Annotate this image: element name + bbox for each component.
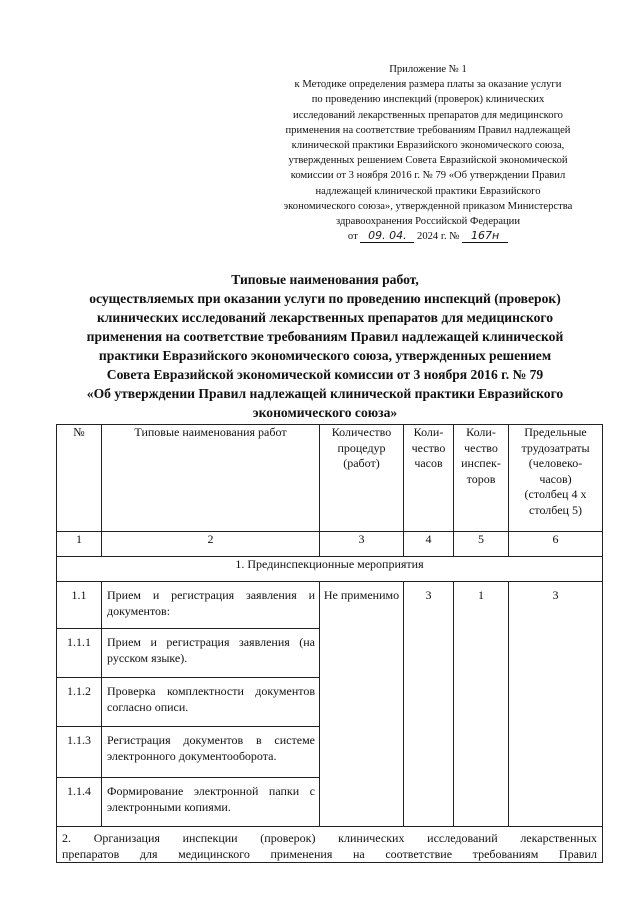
title-line: осуществляемых при оказании услуги по проведению инспекций (проверок) <box>89 291 561 306</box>
title-line: применения на соответствие требованиям Правил надлежащей клинической <box>86 329 564 344</box>
date-prefix: от <box>347 231 358 243</box>
header-line: Количество <box>331 425 392 439</box>
section-title: 1. Прединспекционные мероприятия <box>57 557 603 582</box>
row-name: Прием и регистрация заявления (на русском языке). <box>102 629 320 678</box>
header-line: Коли- <box>466 425 496 439</box>
inspectors-value: 1 <box>454 582 509 827</box>
header-line: процедур <box>337 440 386 455</box>
appendix-line: экономического союза», утвержденной приказом Министерства <box>283 200 573 212</box>
header-name: Типовые наименования работ <box>102 425 320 532</box>
header-line: чество <box>411 440 446 455</box>
works-table <box>56 424 603 863</box>
table-row <box>57 582 603 629</box>
appendix-line: клинической практики Евразийского экономического союза, <box>291 140 565 152</box>
row-name: Формирование электронной папки с электронными копиями. <box>102 778 320 827</box>
header-line: столбец 5) <box>529 502 582 517</box>
header-line: (столбец 4 х <box>524 487 587 501</box>
appendix-line: надлежащей клинической практики Евразийского <box>315 185 541 197</box>
appendix-line: применения на соответствие требованиям Правил надлежащей <box>285 124 571 136</box>
header-line: часов) <box>539 471 572 486</box>
header-line: чество <box>464 440 498 455</box>
procedures-value: Не применимо <box>320 582 404 827</box>
appendix-title: Приложение № 1 <box>389 64 467 75</box>
header-line: (человеко- <box>528 456 583 470</box>
section-line: препаратов для медицинского применения на соответствие требованиям Правил <box>62 846 597 861</box>
row-number: 1.1.4 <box>57 778 102 827</box>
header-line: часов <box>414 456 443 470</box>
row-number: 1.1.1 <box>57 629 102 678</box>
header-line: трудозатраты <box>521 440 590 455</box>
appendix-line: к Методике определения размера платы за оказание услуги <box>294 79 562 91</box>
column-number: 5 <box>454 532 509 557</box>
header-procedures <box>320 425 404 532</box>
column-number: 3 <box>320 532 404 557</box>
handwritten-order-number: 167н <box>462 230 508 243</box>
row-number: 1.1.3 <box>57 727 102 778</box>
header-line: Коли- <box>413 425 444 439</box>
header-inspectors <box>454 425 509 532</box>
title-line: клинических исследований лекарственных препаратов для медицинского <box>96 310 554 325</box>
order-date-line <box>252 229 604 244</box>
column-number: 2 <box>102 532 320 557</box>
header-line: инспек- <box>461 456 501 470</box>
title-line: «Об утверждении Правил надлежащей клинической практики Евразийского <box>86 386 564 401</box>
title-line: экономического союза» <box>252 405 398 420</box>
hours-value: 3 <box>404 582 454 827</box>
row-number: 1.1.2 <box>57 678 102 727</box>
header-line: Предельные <box>524 425 587 439</box>
year-text: 2024 г. № <box>417 231 460 243</box>
title-line: Совета Евразийской экономической комиссии от 3 ноября 2016 г. № 79 <box>106 367 544 382</box>
handwritten-date: 09. 04. <box>360 230 414 243</box>
row-name: Регистрация документов в системе электронного документооборота. <box>102 727 320 778</box>
column-number: 4 <box>404 532 454 557</box>
appendix-line: утвержденных решением Совета Евразийской экономической <box>288 155 568 167</box>
table-header-row <box>57 425 603 532</box>
column-number: 1 <box>57 532 102 557</box>
header-labor <box>509 425 603 532</box>
section-line: 2. Организация инспекции (проверок) клинических исследований лекарственных <box>62 831 597 845</box>
appendix-line: исследований лекарственных препаратов для медицинского <box>293 109 563 121</box>
section-row <box>57 557 603 582</box>
title-line: практики Евразийского экономического союза, утвержденных решением <box>98 348 552 363</box>
header-line: торов <box>466 471 496 486</box>
row-number: 1.1 <box>57 582 102 629</box>
section-title <box>57 827 603 863</box>
section-row <box>57 827 603 863</box>
header-hours <box>404 425 454 532</box>
appendix-line: по проведению инспекций (проверок) клинических <box>311 94 545 106</box>
row-name: Проверка комплектности документов согласно описи. <box>102 678 320 727</box>
header-num: № <box>57 425 102 532</box>
header-line: (работ) <box>343 456 380 470</box>
appendix-line: комиссии от 3 ноября 2016 г. № 79 «Об утверждении Правил <box>290 170 566 182</box>
labor-value: 3 <box>509 582 603 827</box>
document-title <box>62 270 588 422</box>
appendix-header <box>252 62 604 244</box>
column-number-row <box>57 532 603 557</box>
column-number: 6 <box>509 532 603 557</box>
appendix-line: здравоохранения Российской Федерации <box>335 216 521 228</box>
row-name: Прием и регистрация заявления и документов: <box>102 582 320 629</box>
title-line: Типовые наименования работ, <box>231 272 419 287</box>
